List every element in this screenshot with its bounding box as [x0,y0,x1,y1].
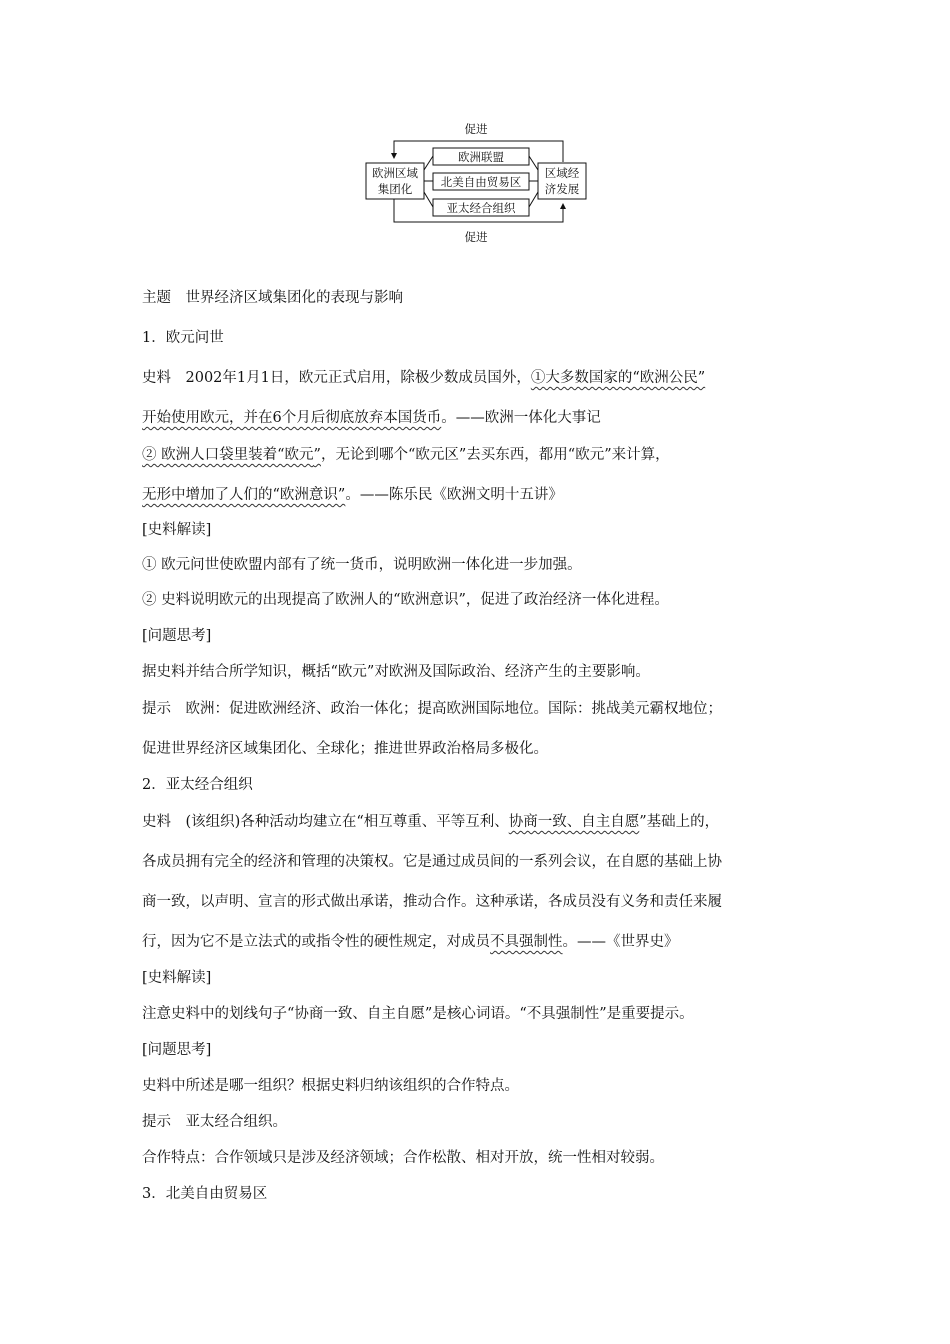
theme-title: 主题 世界经济区域集团化的表现与影响 [142,290,403,306]
s1-question: 据史料并结合所学知识，概括“欧元”对欧洲及国际政治、经济产生的主要影响。 [142,664,650,680]
s2-question: 史料中所述是哪一组织？根据史料归纳该组织的合作特点。 [142,1078,519,1094]
s2-source-line4: 行，因为它不是立法式的或指令性的硬性规定，对成员不具强制性。——《世界史》 [142,934,679,950]
s1-interpretation-2: ② 史料说明欧元的出现提高了欧洲人的“欧洲意识”，促进了政治经济一体化进程。 [142,592,669,608]
connector [424,192,433,207]
connector [424,156,433,170]
s2-interpretation-tag: [史料解读] [142,970,212,986]
box-europe-line2: 集团化 [377,182,413,196]
s1-source-line2: 开始使用欧元，并在6个月后彻底放弃本国货币。——欧洲一体化大事记 [142,410,601,426]
underlined-phrase: 无形中增加了人们的“欧洲意识” [142,487,346,503]
s2-hint-line2: 合作特点：合作领域只是涉及经济领域；合作松散、相对开放，统一性相对较弱。 [142,1150,664,1166]
section3-heading: 3．北美自由贸易区 [142,1186,268,1202]
s2-interpretation: 注意史料中的划线句子“协商一致、自主自愿”是核心词语。“不具强制性”是重要提示。 [142,1006,694,1022]
s1-source-line1: 史料 2002年1月1日，欧元正式启用，除极少数成员国外，①大多数国家的“欧洲公民” [142,370,706,386]
box-nafta-label: 北美自由贸易区 [440,175,522,189]
top-promote-label: 促进 [464,122,488,136]
s1-source-line3: ② 欧洲人口袋里装着“欧元”，无论到哪个“欧元区”去买东西，都用“欧元”来计算， [142,447,670,463]
s2-think-tag: [问题思考] [142,1042,212,1058]
s1-interpretation-tag: [史料解读] [142,522,212,538]
connector [529,192,538,207]
s2-source-line3: 商一致，以声明、宣言的形式做出承诺，推动合作。这种承诺，各成员没有义务和责任来履 [142,894,722,910]
underlined-phrase: 协商一致、自主自愿 [508,814,640,830]
box-development-line2: 济发展 [544,182,580,196]
s1-hint-line2: 促进世界经济区域集团化、全球化；推进世界政治格局多极化。 [142,741,548,757]
bottom-promote-label: 促进 [464,230,488,244]
s2-hint-line1: 提示 亚太经合组织。 [142,1114,287,1130]
box-europe-line1: 欧洲区域 [372,166,418,180]
section2-heading: 2．亚太经合组织 [142,777,253,793]
underlined-phrase: 不具强制性 [490,934,563,950]
s1-hint-line1: 提示 欧洲：促进欧洲经济、政治一体化；提高欧洲国际地位。国际：挑战美元霸权地位； [142,701,722,717]
flow-diagram [360,118,592,246]
box-apec-label: 亚太经合组织 [446,201,516,215]
underlined-phrase: 开始使用欧元，并在6个月后彻底放弃本国货币 [142,410,442,426]
s1-think-tag: [问题思考] [142,628,212,644]
underlined-phrase: ①大多数国家的“欧洲公民” [530,370,706,386]
s2-source-line1: 史料 (该组织)各种活动均建立在“相互尊重、平等互利、协商一致、自主自愿”基础上的， [142,814,720,830]
box-eu-label: 欧洲联盟 [458,150,504,164]
s2-source-line2: 各成员拥有完全的经济和管理的决策权。它是通过成员间的一系列会议，在自愿的基础上协 [142,854,722,870]
connector [529,156,538,170]
box-development-line1: 区域经 [544,166,580,180]
s1-source-line4: 无形中增加了人们的“欧洲意识”。——陈乐民《欧洲文明十五讲》 [142,487,563,503]
flow-diagram-svg [360,118,592,246]
s1-interpretation-1: ① 欧元问世使欧盟内部有了统一货币，说明欧洲一体化进一步加强。 [142,557,582,573]
section1-heading: 1．欧元问世 [142,330,224,346]
